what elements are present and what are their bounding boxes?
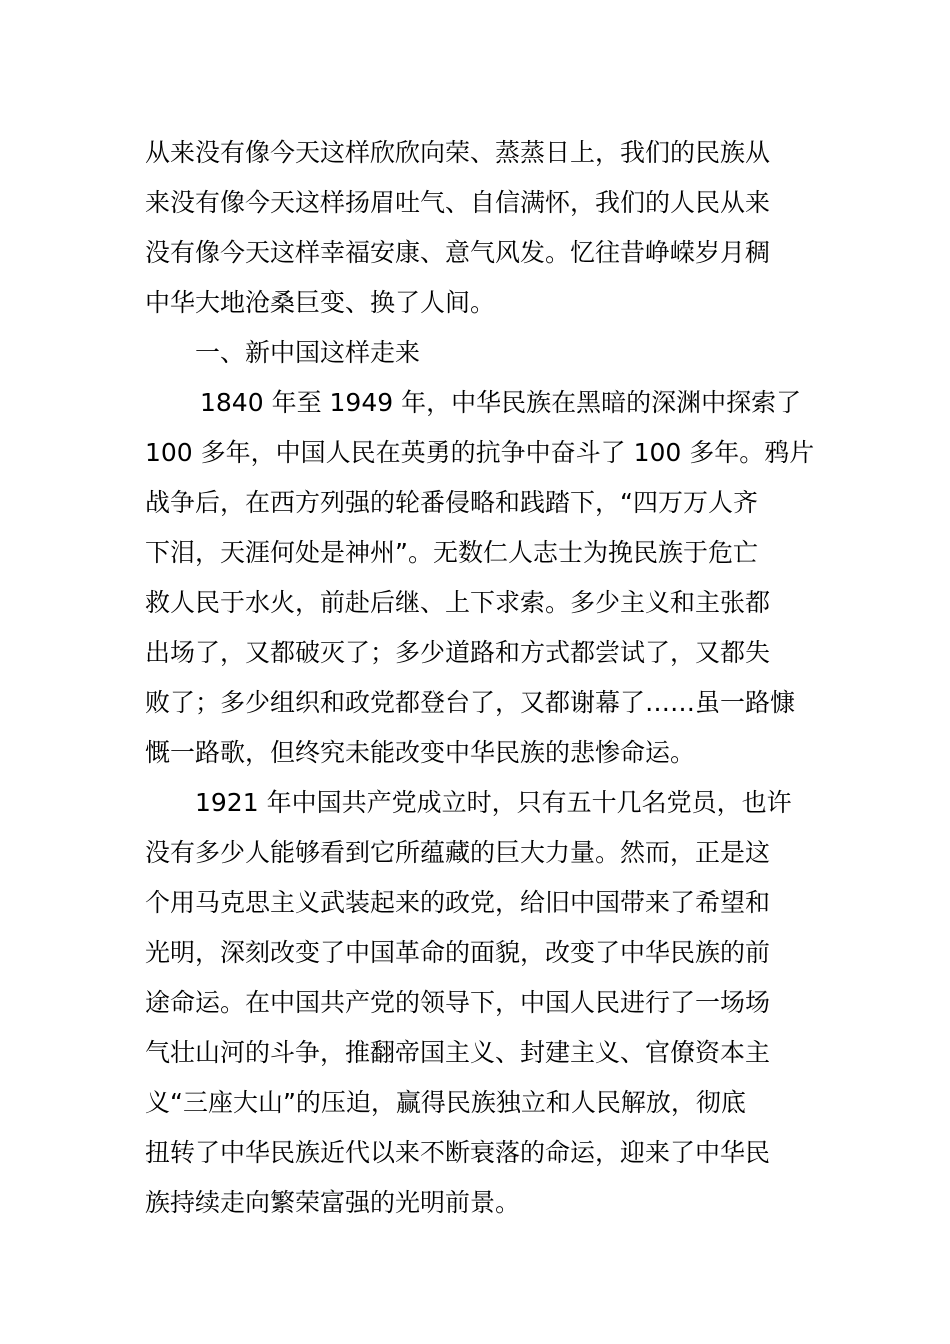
text-line: 救人民于水火，前赴后继、上下求索。多少主义和主张都: [145, 588, 771, 617]
section-heading: [145, 328, 810, 378]
text-line: 族持续走向繁荣富强的光明前景。: [145, 1188, 521, 1217]
paragraph-intro: [145, 128, 810, 328]
text-line: 义“三座大山”的压迫，赢得民族独立和人民解放，彻底: [145, 1088, 746, 1117]
text-line: 气壮山河的斗争，推翻帝国主义、封建主义、官僚资本主: [145, 1038, 771, 1067]
text-line: 慨一路歌，但终究未能改变中华民族的悲惨命运。: [145, 738, 696, 767]
text-line: 1840 年至 1949 年，中华民族在黑暗的深渊中探索了: [200, 388, 802, 417]
text-line: 战争后，在西方列强的轮番侵略和践踏下，“四万万人齐: [145, 488, 758, 517]
text-line: 从来没有像今天这样欣欣向荣、蒸蒸日上，我们的民族从: [145, 138, 771, 167]
text-line: 扭转了中华民族近代以来不断衰落的命运，迎来了中华民: [145, 1138, 771, 1167]
text-line: 败了；多少组织和政党都登台了，又都谢幕了……虽一路慷: [145, 688, 796, 717]
text-line: 中华大地沧桑巨变、换了人间。: [145, 288, 496, 317]
text-line: 没有多少人能够看到它所蕴藏的巨大力量。然而，正是这: [145, 838, 771, 867]
paragraph-1840: [145, 378, 815, 778]
text-line: 个用马克思主义武装起来的政党，给旧中国带来了希望和: [145, 888, 771, 917]
heading-line: 一、新中国这样走来: [195, 338, 421, 367]
text-line: 100 多年，中国人民在英勇的抗争中奋斗了 100 多年。鸦片: [145, 438, 815, 467]
document-body: [145, 128, 815, 1228]
text-line: 1921 年中国共产党成立时，只有五十几名党员，也许: [195, 788, 792, 817]
text-line: 没有像今天这样幸福安康、意气风发。忆往昔峥嵘岁月稠: [145, 238, 771, 267]
text-line: 光明，深刻改变了中国革命的面貌，改变了中华民族的前: [145, 938, 771, 967]
text-line: 途命运。在中国共产党的领导下，中国人民进行了一场场: [145, 988, 771, 1017]
paragraph-1921: [145, 778, 810, 1228]
text-line: 下泪，天涯何处是神州”。无数仁人志士为挽民族于危亡: [145, 538, 758, 567]
text-line: 出场了，又都破灭了；多少道路和方式都尝试了，又都失: [145, 638, 771, 667]
text-line: 来没有像今天这样扬眉吐气、自信满怀，我们的人民从来: [145, 188, 771, 217]
